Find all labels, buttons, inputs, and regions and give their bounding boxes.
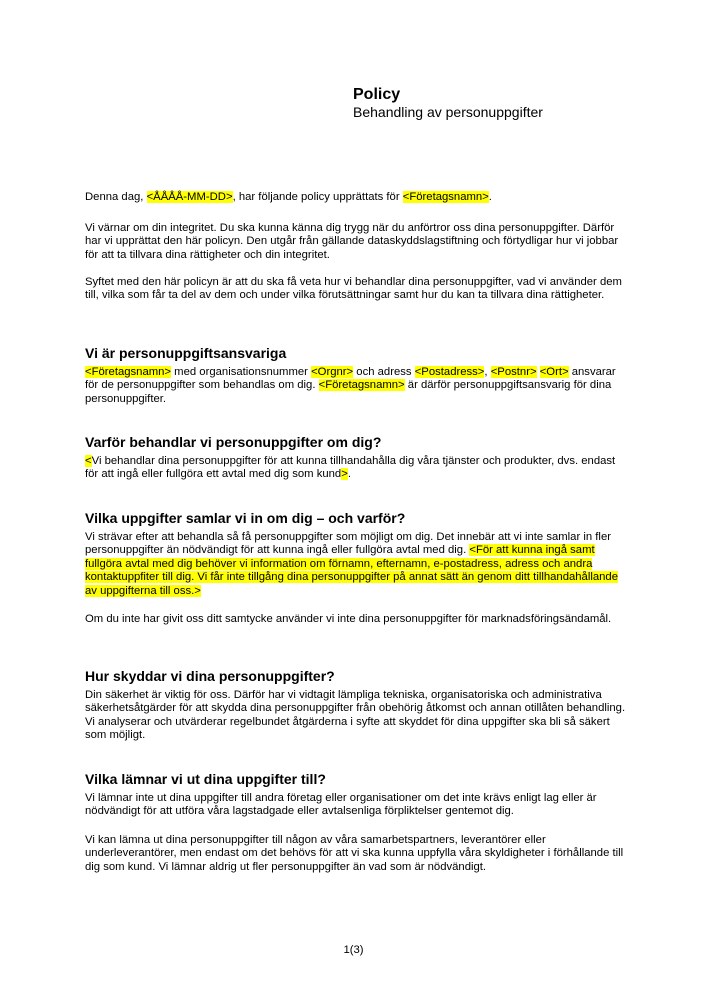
section-controller-paragraph: <Företagsnamn> med organisationsnummer <Orgnr> och adress <Postadress>, <Postnr> <Ort> ansvarar för de personuppgifter som behandlas om dig. <Företagsnamn> är därför personuppgiftsansvarig för dina personuppgifter. bbox=[85, 366, 616, 405]
intro-purpose-paragraph: Syftet med den här policyn är att du ska få veta hur vi behandlar dina personuppgifter, vad vi använder dem till, vilka som får ta del av dem och under vilka förutsättningar samt hur du kan ta tillvara dina rättigheter. bbox=[85, 276, 622, 302]
document-subtitle: Behandling av personuppgifter bbox=[353, 104, 543, 120]
page-number: 1(3) bbox=[343, 944, 364, 956]
intro-date-paragraph: Denna dag, <ÅÅÅÅ-MM-DD>, har följande policy upprättats för <Företagsnamn>. bbox=[85, 191, 492, 203]
document-title: Policy bbox=[353, 86, 401, 103]
section-heading-controller: Vi är personuppgiftsansvariga bbox=[85, 345, 287, 361]
section-protect-paragraph: Din säkerhet är viktig för oss. Därför har vi vidtagit lämpliga tekniska, organisatoriska och administrativa säkerhetsåtgärder för att skydda dina personuppgifter från obehörig åtkomst och annan otillåten behandling. Vi analyserar och utvärderar regelbundet åtgärderna i syfte att skyddet för dina uppgifter ska bli så säkert som möjligt. bbox=[85, 689, 626, 742]
section-heading-why: Varför behandlar vi personuppgifter om dig? bbox=[85, 434, 382, 450]
section-disclose-paragraph: Vi lämnar inte ut dina uppgifter till andra företag eller organisationer om det inte krävs enligt lag eller är nödvändigt för att utföra våra lagstadgade eller avtalsenliga förpliktelser gentemot dig. bbox=[85, 792, 597, 818]
section-what-marketing-paragraph: Om du inte har givit oss ditt samtycke använder vi inte dina personuppgifter för marknadsföringsändamål. bbox=[85, 613, 612, 625]
section-disclose-partners-paragraph: Vi kan lämna ut dina personuppgifter till någon av våra samarbetspartners, leverantörer eller underleverantörer, men endast om det behövs för att vi ska kunna uppfylla våra skyldigheter i förhållande till dig som kund. Vi lämnar aldrig ut fler personuppgifter än vad som är nödvändigt. bbox=[85, 834, 624, 873]
intro-integrity-paragraph: Vi värnar om din integritet. Du ska kunna känna dig trygg när du anförtror oss dina personuppgifter. Därför har vi upprättat den här policyn. Den utgår från gällande dataskyddslagstiftning och förtydligar hur vi jobbar för att ta tillvara dina rättigheter och din integritet. bbox=[85, 222, 619, 261]
section-heading-disclose: Vilka lämnar vi ut dina uppgifter till? bbox=[85, 771, 326, 787]
section-what-paragraph: Vi strävar efter att behandla så få personuppgifter som möjligt om dig. Det innebär att vi inte samlar in fler personuppgifter än nödvändigt för att kunna ingå eller fullgöra avtal med dig. <För att kunna ingå samt fullgöra avtal med dig behöver vi information om förnamn, efternamn, e-postadress, adress och andra kontaktuppfiter till dig. Vi får inte tillgång dina personuppgifter på annat sätt än genom ditt tillhandahållande av uppgifterna till oss.> bbox=[85, 531, 618, 597]
section-why-paragraph: <Vi behandlar dina personuppgifter för att kunna tillhandahålla dig våra tjänster och produkter, dvs. endast för att ingå eller fullgöra ett avtal med dig som kund>. bbox=[85, 455, 616, 481]
company-name-placeholder: <Företagsnamn> bbox=[402, 191, 489, 203]
date-placeholder: <ÅÅÅÅ-MM-DD> bbox=[146, 191, 233, 203]
section-heading-protect: Hur skyddar vi dina personuppgifter? bbox=[85, 668, 335, 684]
section-heading-what: Vilka uppgifter samlar vi in om dig – och varför? bbox=[85, 510, 406, 526]
